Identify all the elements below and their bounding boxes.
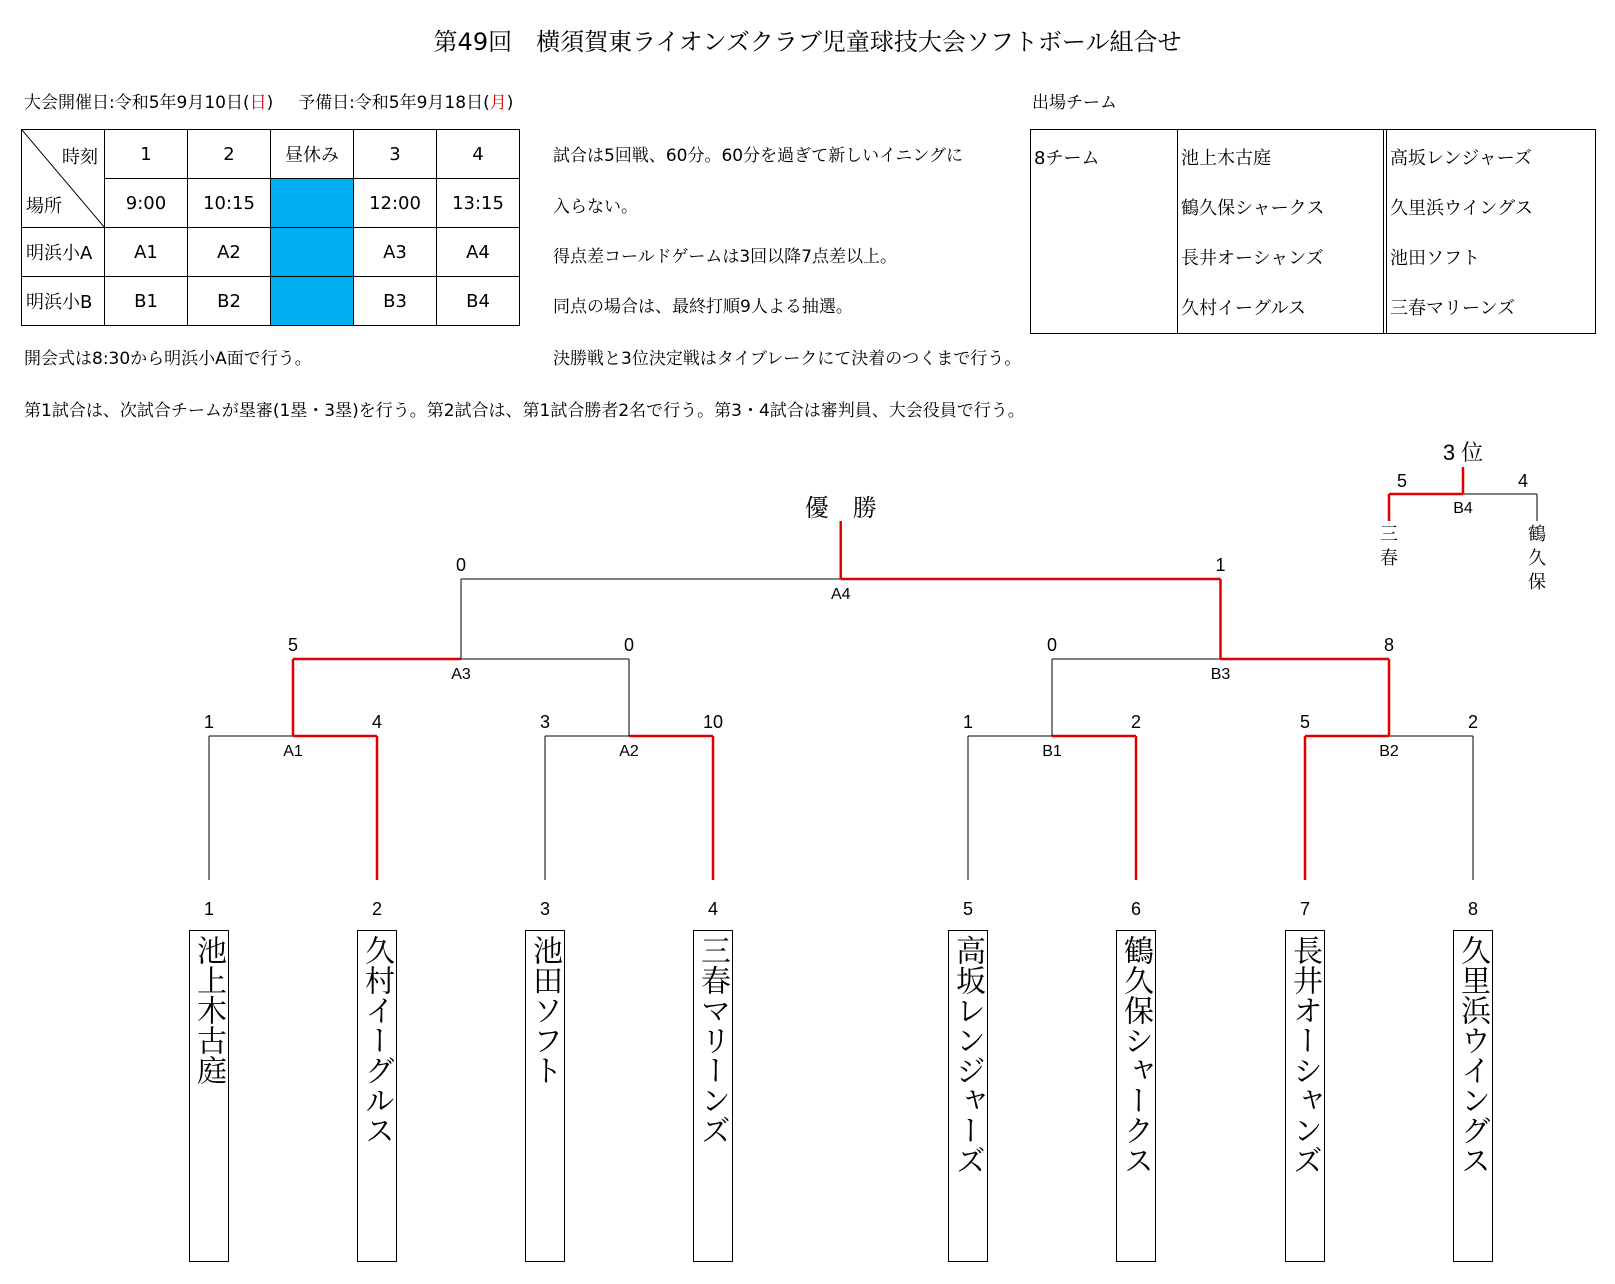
third-place-label: 3 位 xyxy=(1442,440,1484,465)
entrant-seed: 5 xyxy=(962,899,974,919)
game-b3-left-score: 0 xyxy=(1046,635,1058,655)
entrant-name-box xyxy=(1453,930,1493,1262)
entrant-name-box xyxy=(693,930,733,1262)
entrant-name: 高坂レンジャーズ xyxy=(950,935,985,1175)
game-cell: B1 xyxy=(105,277,188,326)
entrant-name-box xyxy=(525,930,565,1262)
game-cell: B3 xyxy=(354,277,437,326)
team-name: 鶴久保シャークス xyxy=(1181,198,1325,219)
entrant-name-box xyxy=(189,930,229,1262)
game-cell: B2 xyxy=(188,277,271,326)
entrant-name: 久村イーグルス xyxy=(359,935,394,1145)
umpire-note: 第1試合は、次試合チームが塁審(1塁・3塁)を行う。第2試合は、第1試合勝者2名で行う。第3・4試合は審判員、大会役員で行う。 xyxy=(24,401,1025,421)
entrant-name-box xyxy=(357,930,397,1262)
reserve-date-prefix: 予備日:令和5年9月18日( xyxy=(298,93,490,113)
entrant-seed: 4 xyxy=(707,899,719,919)
champion-label: 優 勝 xyxy=(804,495,877,522)
game-b3-right-score: 8 xyxy=(1383,635,1395,655)
game-a2-label: A2 xyxy=(619,743,639,760)
team-count: 8チーム xyxy=(1034,148,1100,169)
rule-line: 決勝戦と3位決定戦はタイブレークにて決着のつくまで行う。 xyxy=(553,349,1022,369)
game-cell: A2 xyxy=(188,228,271,277)
slot-header: 3 xyxy=(354,130,437,179)
reserve-date-day: 月 xyxy=(489,93,507,113)
corner-time-label: 時刻 xyxy=(62,147,98,168)
game-a4-right-score: 1 xyxy=(1215,555,1226,575)
game-a4-left-score: 0 xyxy=(455,555,467,575)
game-a3-right-score: 0 xyxy=(623,635,635,655)
game-a3-label: A3 xyxy=(451,666,471,683)
rule-line: 同点の場合は、最終打順9人よる抽選。 xyxy=(553,297,853,317)
game-b4-left-team-char: 春 xyxy=(1380,548,1398,568)
entrant-name: 三春マリーンズ xyxy=(695,935,730,1145)
entrant-name: 長井オーシャンズ xyxy=(1287,935,1322,1175)
game-b4-right-team-char: 久 xyxy=(1528,548,1546,568)
place-label: 明浜小A xyxy=(22,228,105,277)
game-b1-left-score: 1 xyxy=(962,712,974,732)
game-a3-left-score: 5 xyxy=(287,635,299,655)
game-cell: B4 xyxy=(437,277,520,326)
rule-line: 試合は5回戦、60分。60分を過ぎて新しいイニングに xyxy=(553,146,964,166)
entrant-seed: 6 xyxy=(1130,899,1142,919)
teams-heading: 出場チーム xyxy=(1032,93,1117,113)
game-cell: A3 xyxy=(354,228,437,277)
team-name: 高坂レンジャーズ xyxy=(1390,148,1532,169)
entrant-name-box xyxy=(1116,930,1156,1262)
team-name: 池上木古庭 xyxy=(1181,148,1271,169)
entrant-seed: 2 xyxy=(371,899,383,919)
slot-time: 12:00 xyxy=(354,179,437,228)
page-title: 第49回 横須賀東ライオンズクラブ児童球技大会ソフトボール組合せ xyxy=(433,28,1182,56)
game-a1-right-score: 4 xyxy=(371,712,383,732)
main-date-day: 日 xyxy=(249,93,267,113)
entrant-name: 久里浜ウイングス xyxy=(1455,935,1490,1175)
rule-line: 入らない。 xyxy=(553,197,638,217)
game-cell: A4 xyxy=(437,228,520,277)
entrant-seed: 3 xyxy=(539,899,551,919)
game-a2-right-score: 10 xyxy=(702,712,724,732)
corner-place-label: 場所 xyxy=(26,196,62,217)
reserve-date-suffix: ) xyxy=(506,93,514,113)
game-b2-right-score: 2 xyxy=(1467,712,1479,732)
entrant-seed: 7 xyxy=(1299,899,1311,919)
slot-header: 1 xyxy=(105,130,188,179)
entrant-name-box xyxy=(1285,930,1325,1262)
game-b4-label: B4 xyxy=(1453,500,1473,517)
team-name: 久村イーグルス xyxy=(1181,298,1306,319)
slot-header: 2 xyxy=(188,130,271,179)
game-a1-left-score: 1 xyxy=(203,712,215,732)
team-name: 長井オーシャンズ xyxy=(1181,248,1324,269)
slot-time: 13:15 xyxy=(437,179,520,228)
game-cell: A1 xyxy=(105,228,188,277)
game-b4-right-team-char: 鶴 xyxy=(1528,524,1546,544)
game-b4-left-score: 5 xyxy=(1396,471,1408,491)
slot-time: 10:15 xyxy=(188,179,271,228)
game-b1-label: B1 xyxy=(1042,743,1062,760)
game-b3-label: B3 xyxy=(1210,666,1231,683)
slot-time: 9:00 xyxy=(105,179,188,228)
opening-note: 開会式は8:30から明浜小A面で行う。 xyxy=(24,349,312,369)
game-b2-label: B2 xyxy=(1379,743,1399,760)
entrant-name: 鶴久保シャークス xyxy=(1118,935,1153,1175)
entrant-name: 池田ソフト xyxy=(527,935,562,1085)
team-name: 三春マリーンズ xyxy=(1390,298,1516,319)
game-b4-right-score: 4 xyxy=(1517,471,1529,491)
entrant-seed: 1 xyxy=(203,899,215,919)
game-a4-label: A4 xyxy=(830,586,851,603)
game-a1-label: A1 xyxy=(283,743,303,760)
entrant-name-box xyxy=(948,930,988,1262)
game-b4-right-team-char: 保 xyxy=(1528,572,1546,592)
lunch-header: 昼休み xyxy=(271,130,354,179)
game-b4-left-team-char: 三 xyxy=(1380,524,1398,544)
game-a2-left-score: 3 xyxy=(539,712,551,732)
game-b2-left-score: 5 xyxy=(1299,712,1311,732)
rule-line: 得点差コールドゲームは3回以降7点差以上。 xyxy=(553,247,897,267)
place-label: 明浜小B xyxy=(22,277,105,326)
team-name: 池田ソフト xyxy=(1390,248,1480,269)
slot-header: 4 xyxy=(437,130,520,179)
main-date-suffix: ) xyxy=(266,93,274,113)
entrant-seed: 8 xyxy=(1467,899,1479,919)
team-name: 久里浜ウイングス xyxy=(1390,198,1533,219)
game-b1-right-score: 2 xyxy=(1130,712,1142,732)
main-date-prefix: 大会開催日:令和5年9月10日( xyxy=(24,93,250,113)
entrant-name: 池上木古庭 xyxy=(191,935,226,1085)
